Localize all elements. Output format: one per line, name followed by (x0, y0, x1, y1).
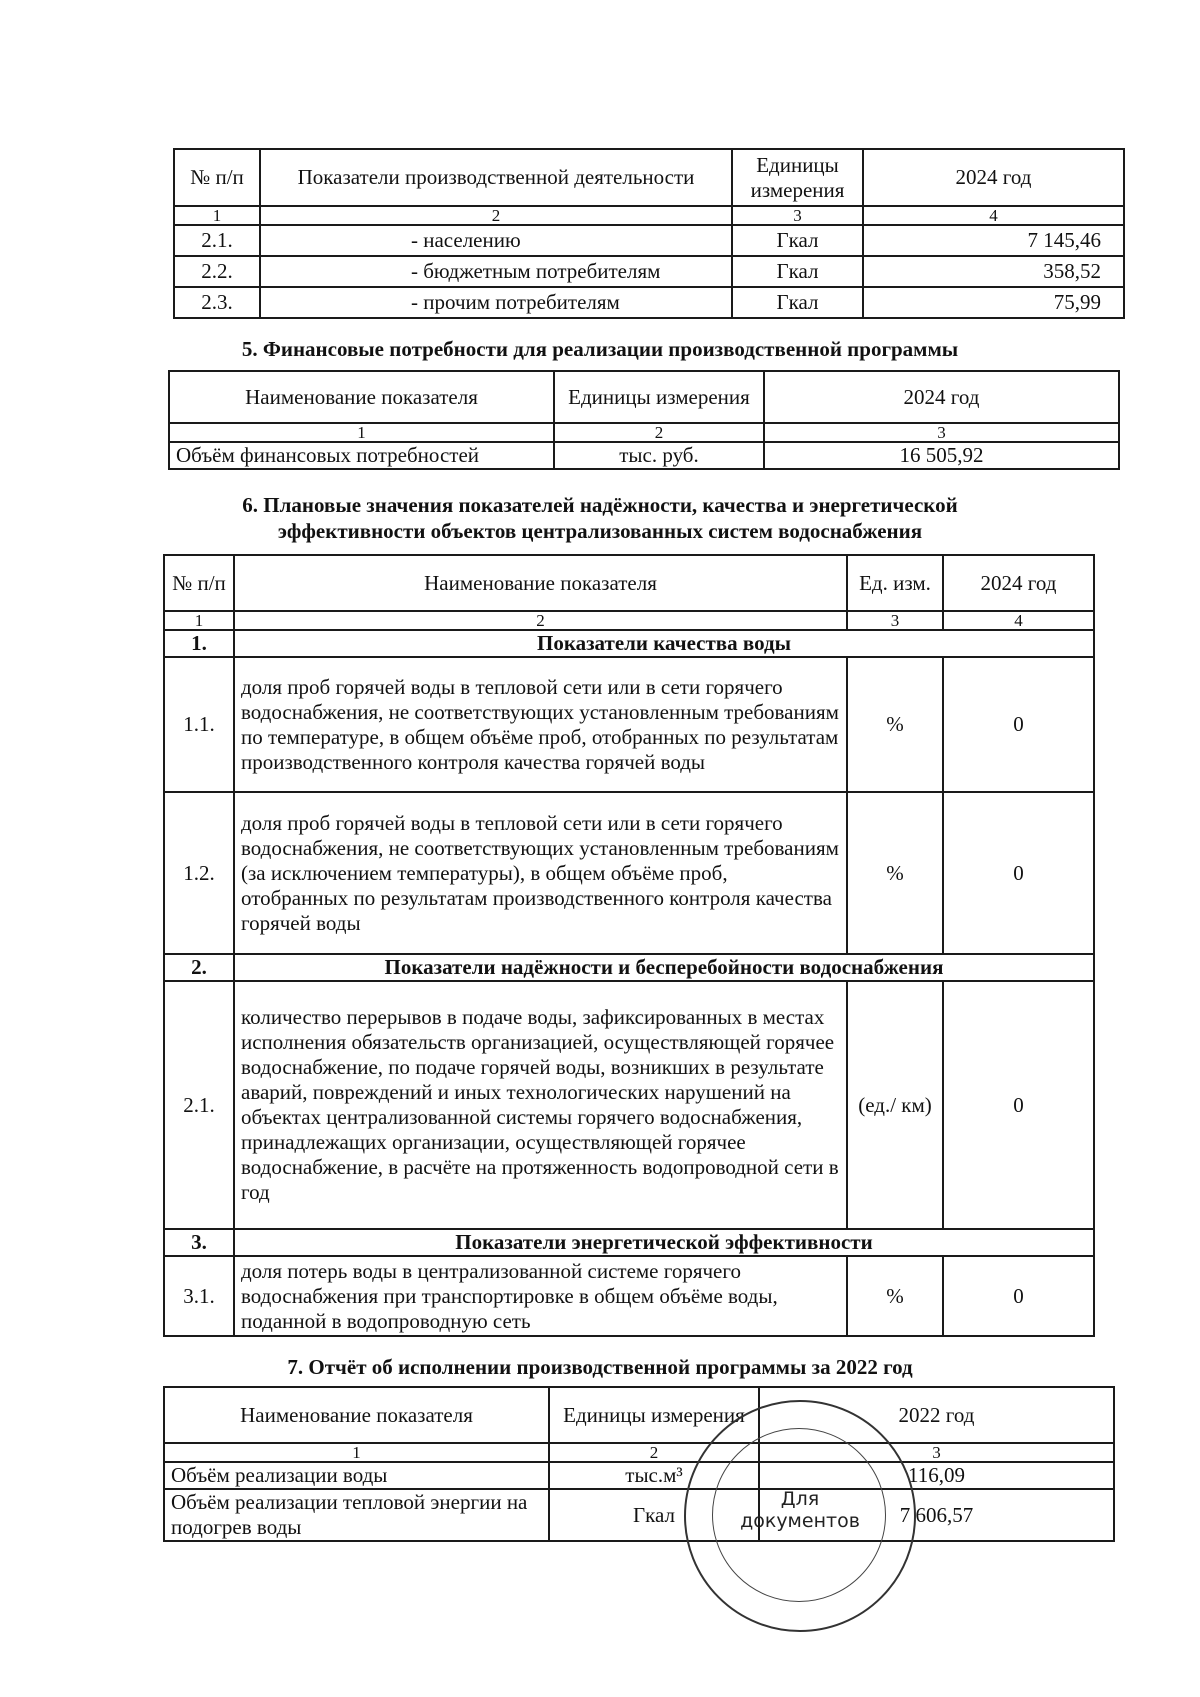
row-description: доля потерь воды в централизованной системе горячего водоснабжения при транспортировке в общем объёме воды, поданной в водопроводную сеть (234, 1256, 847, 1336)
row-number: 1.1. (164, 657, 234, 792)
row-value: 0 (943, 1256, 1094, 1336)
row-unit: Гкал (732, 225, 863, 256)
group-row (164, 1229, 1094, 1256)
table-row (169, 442, 1119, 469)
row-unit: тыс. руб. (554, 442, 764, 469)
row-value: 16 505,92 (764, 442, 1119, 469)
row-value: 7 145,46 (863, 225, 1124, 256)
table-row (174, 225, 1124, 256)
group-title: Показатели качества воды (234, 630, 1094, 657)
header-indicator-name: Наименование показателя (164, 1387, 549, 1443)
index-cell: 3 (759, 1443, 1114, 1462)
row-description: доля проб горячей воды в тепловой сети или в сети горячего водоснабжения, не соответствующих установленным требованиям по температуре, в общем объёме проб, отобранных по результатам производственного контроля качества горячей воды (234, 657, 847, 792)
row-value: 0 (943, 792, 1094, 954)
table-row (174, 256, 1124, 287)
index-cell: 3 (732, 206, 863, 225)
table-row (164, 1256, 1094, 1336)
row-label: Объём финансовых потребностей (169, 442, 554, 469)
row-label: Объём реализации тепловой энергии на подогрев воды (164, 1489, 549, 1541)
table-row (164, 1489, 1114, 1541)
row-unit: Гкал (732, 287, 863, 318)
official-seal-stamp (684, 1400, 916, 1632)
row-unit: % (847, 657, 943, 792)
row-description: доля проб горячей воды в тепловой сети или в сети горячего водоснабжения, не соответствующих установленным требованиям (за исключением температуры), в общем объёме проб, отобранных по результатам производственного контроля качества горячей воды (234, 792, 847, 954)
index-cell: 3 (847, 611, 943, 630)
row-label: - населению (260, 225, 732, 256)
index-cell: 1 (174, 206, 260, 225)
reliability-indicators-table (163, 554, 1093, 1337)
table-row (174, 287, 1124, 318)
row-value: 0 (943, 981, 1094, 1229)
row-number: 2.3. (174, 287, 260, 318)
header-unit: Единицы измерения (554, 371, 764, 423)
table-row (164, 981, 1094, 1229)
row-number: 3.1. (164, 1256, 234, 1336)
row-value: 116,09 (759, 1462, 1114, 1489)
row-number: 2.1. (164, 981, 234, 1229)
row-value: 7 606,57 (759, 1489, 1114, 1541)
header-unit: Ед. изм. (847, 555, 943, 611)
group-row (164, 954, 1094, 981)
index-cell: 4 (863, 206, 1124, 225)
header-indicator-name: Наименование показателя (234, 555, 847, 611)
index-cell: 3 (764, 423, 1119, 442)
row-unit: тыс.м³ (549, 1462, 759, 1489)
index-cell: 2 (234, 611, 847, 630)
production-indicators-table (173, 148, 1123, 319)
row-unit: (ед./ км) (847, 981, 943, 1229)
index-cell: 4 (943, 611, 1094, 630)
section-5-title: 5. Финансовые потребности для реализации производственной программы (241, 337, 959, 361)
header-year: 2024 год (764, 371, 1119, 423)
index-cell: 1 (164, 1443, 549, 1462)
row-value: 358,52 (863, 256, 1124, 287)
table-row (164, 657, 1094, 792)
row-label: - прочим потребителям (260, 287, 732, 318)
group-title: Показатели надёжности и бесперебойности водоснабжения (234, 954, 1094, 981)
index-cell: 2 (549, 1443, 759, 1462)
group-row (164, 630, 1094, 657)
seal-center-text: Для документов (740, 1488, 860, 1532)
financial-needs-table (168, 370, 1118, 470)
row-number: 1.2. (164, 792, 234, 954)
header-unit: Единицы измерения (549, 1387, 759, 1443)
index-cell: 1 (169, 423, 554, 442)
row-unit: % (847, 792, 943, 954)
header-year: 2024 год (943, 555, 1094, 611)
group-number: 3. (164, 1229, 234, 1256)
table-row (164, 1462, 1114, 1489)
header-indicator-name: Наименование показателя (169, 371, 554, 423)
section-6-title-line1: 6. Плановые значения показателей надёжности, качества и энергетической (242, 493, 958, 517)
row-unit: % (847, 1256, 943, 1336)
header-indicator: Показатели производственной деятельности (260, 149, 732, 206)
section-6-title-line2: эффективности объектов централизованных систем водоснабжения (277, 519, 923, 543)
header-year: 2024 год (863, 149, 1124, 206)
row-description: количество перерывов в подаче воды, зафиксированных в местах исполнения обязательств организацией, осуществляющей горячее водоснабжение, по подаче горячей воды, возникших в результате аварий, повреждений и иных технологических нарушений на объектах централизованной системы горячего водоснабжения, принадлежащих организации, осуществляющей горячее водоснабжение, в расчёте на протяженность водопроводной сети в год (234, 981, 847, 1229)
index-cell: 2 (554, 423, 764, 442)
header-number: № п/п (164, 555, 234, 611)
row-number: 2.2. (174, 256, 260, 287)
header-number: № п/п (174, 149, 260, 206)
section-7-title: 7. Отчёт об исполнении производственной программы за 2022 год (287, 1355, 913, 1379)
row-label: - бюджетным потребителям (260, 256, 732, 287)
row-number: 2.1. (174, 225, 260, 256)
execution-report-table (163, 1386, 1113, 1542)
table-row (164, 792, 1094, 954)
header-year: 2022 год (759, 1387, 1114, 1443)
row-value: 0 (943, 657, 1094, 792)
row-unit: Гкал (549, 1489, 759, 1541)
group-number: 1. (164, 630, 234, 657)
header-unit: Единицы измерения (732, 149, 863, 206)
index-cell: 2 (260, 206, 732, 225)
row-label: Объём реализации воды (164, 1462, 549, 1489)
group-number: 2. (164, 954, 234, 981)
index-cell: 1 (164, 611, 234, 630)
group-title: Показатели энергетической эффективности (234, 1229, 1094, 1256)
row-unit: Гкал (732, 256, 863, 287)
row-value: 75,99 (863, 287, 1124, 318)
